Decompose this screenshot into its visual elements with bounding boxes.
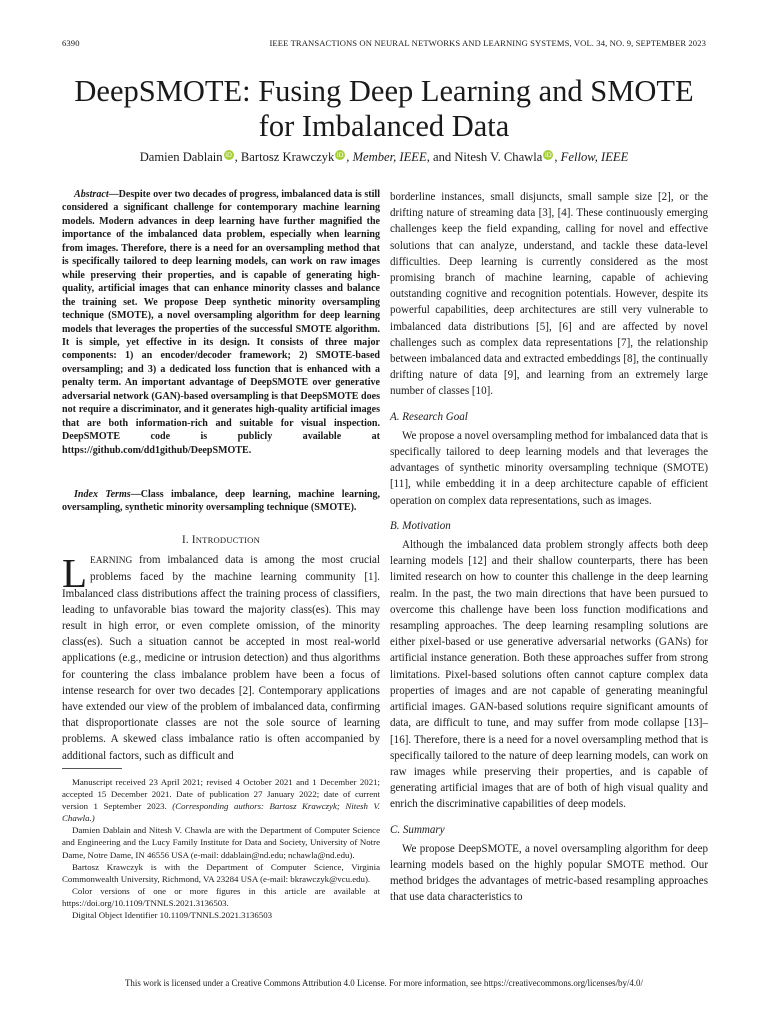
abstract-text: Despite over two decades of progress, imbalanced data is still considered a significant challenge for contemporary machine learning models. Modern advances in deep learning have further magnified the importance of the imbalanced data problem, especially when learning from images. Therefore, there is a need for an oversampling method that is specifically tailored to deep learning models, can work on raw images while preserving their properties, and is capable of generating high-quality, artificial images that can enhance minority classes and balance the training set. We propose Deep synthetic minority oversampling technique (SMOTE), a novel oversampling algorithm for deep learning models that leverages the properties of the successful SMOTE algorithm. It is simple, yet effective in its design. It consists of three major components: 1) an encoder/decoder framework; 2) SMOTE-based oversampling; and 3) a dedicated loss function that is enhanced with a penalty term. An important advantage of DeepSMOTE over generative adversarial network (GAN)-based oversampling is that DeepSMOTE does not require a discriminator, and it generates high-quality artificial images that are both information-rich and suitable for visual inspection. DeepSMOTE code is publicly available at https://github.com/dd1github/DeepSMOTE. xyxy=(62,189,380,456)
heading-summary: C. Summary xyxy=(390,823,445,836)
intro-paragraph xyxy=(62,552,380,764)
footnote-affiliation-1: Damien Dablain and Nitesh V. Chawla are with the Department of Computer Science and Engineering and the Lucy Family Institute for Data and Society, University of Notre Dame, Notre Dame, IN 46556 USA (e-mail: ddablain@nd.edu; nchawla@nd.edu). xyxy=(62,825,380,860)
intro-continuation: borderline instances, small disjuncts, small sample size [2], or the drifting nature of streaming data [3], [4]. These continuously emerging challenges keep the field expanding, calling for novel and effective solutions that can analyze, understand, and tackle these data-level difficulties. Deep learning is currently considered as the most promising branch of machine learning, capable of achieving outstanding cognitive and recognition potentials. However, despite its powerful capabilities, deep architectures are still very vulnerable to imbalanced data distributions [5], [6] and are affected by novel challenges such as complex data representations [7], the relationship between imbalanced data and extracted embeddings [8], the continually drifting nature of data [9], and learning from an extremely large number of classes [10]. xyxy=(390,191,708,398)
first-word: EARNING xyxy=(90,556,133,567)
abstract-label: Abstract xyxy=(74,189,109,200)
heading-motivation: B. Motivation xyxy=(390,519,451,532)
title-line-2: for Imbalanced Data xyxy=(258,109,510,143)
author-3: , and Nitesh V. Chawla xyxy=(426,150,543,164)
title-line-1: DeepSMOTE: Fusing Deep Learning and SMOTE xyxy=(74,74,694,108)
right-column-body xyxy=(390,189,708,906)
orcid-icon[interactable]: iD xyxy=(544,151,552,159)
index-terms-dash: — xyxy=(130,489,141,500)
running-header xyxy=(62,38,706,50)
author-2-role: Member, IEEE xyxy=(352,150,427,164)
abstract-dash: — xyxy=(108,189,119,200)
author-list: Damien Dablain iD , Bartosz Krawczyk iD , Member, IEEE, and Nitesh V. Chawla iD , Fellow, IEEE xyxy=(139,150,629,164)
author-2: , Bartosz Krawczyk xyxy=(234,150,335,164)
index-terms-label: Index Terms xyxy=(74,489,131,500)
orcid-icon[interactable]: iD xyxy=(336,151,344,159)
footnote-manuscript: Manuscript received 23 April 2021; revised 4 October 2021 and 1 December 2021; accepted 15 December 2021. Date of publication 27 January 2022; date of current version 1 September 2023. (Corresponding authors: Bartosz Krawczyk; Nitesh V. Chawla.) xyxy=(62,777,380,824)
author-1: Damien Dablain xyxy=(139,150,223,164)
footnote-color-versions: Color versions of one or more figures in this article are available at https://doi.org/10.1109/TNNLS.2021.3136503. xyxy=(62,885,380,908)
abstract xyxy=(62,188,380,457)
footnote-rule xyxy=(62,768,122,769)
orcid-icon[interactable]: iD xyxy=(225,151,232,159)
research-goal-text: We propose a novel oversampling method for imbalanced data that is specifically tailored to deep learning models and that leverages the advantages of synthetic minority oversampling technique (SMOTE) [11], while embedding it in a deep architecture capable of efficient operation on complex data representations, such as images. xyxy=(390,429,708,507)
footnote-affiliation-2: Bartosz Krawczyk is with the Department of Computer Science, Virginia Commonwealth University, Richmond, VA 23284 USA (e-mail: bkrawczyk@vcu.edu). xyxy=(62,861,380,884)
section-heading-introduction: I. INTRODUCTION xyxy=(182,534,260,546)
journal-name: IEEE TRANSACTIONS ON NEURAL NETWORKS AND LEARNING SYSTEMS, VOL. 34, NO. 9, SEPTEMBER 2023 xyxy=(269,38,706,48)
drop-cap: L xyxy=(62,550,88,597)
intro-text: from imbalanced data is among the most crucial problems faced by the machine learning community [1]. Imbalanced class distributions affect the training process of classifiers, leading to unfavorable bias toward the majority class(es). This may result in high error, or even complete omission, of the minority class(es). Such a situation cannot be accepted in most real-world applications (e.g., medicine or intrusion detection) and thus algorithms for countering the class imbalance problem have been a focus of intense research for over two decades [2]. Contemporary applications have extended our view of the problem of imbalanced data, confirming that disproportionate classes are not the sole source of learning problems. A skewed class imbalance ratio is often accompanied by additional factors, such as difficult and xyxy=(62,554,380,762)
heading-research-goal: A. Research Goal xyxy=(390,410,468,423)
page-number: 6390 xyxy=(62,38,80,48)
author-3-role: Fellow, IEEE xyxy=(560,150,629,164)
left-column-body xyxy=(62,532,380,764)
summary-text: We propose DeepSMOTE, a novel oversampling algorithm for deep learning models based on the highly popular SMOTE method. Our method bridges the advantages of metric-based resampling approaches that use data characteristics to xyxy=(390,842,708,904)
paper-title xyxy=(40,74,728,144)
footnotes xyxy=(62,776,380,921)
motivation-text: Although the imbalanced data problem strongly affects both deep learning models [12] and their shallow counterparts, there has been limited research on how to counter this challenge in the deep learning realm. In the past, the two main directions that have been pursued to overcome this challenge have been loss function modifications and resampling approaches. The deep learning resampling solutions are either pixel-based or use generative adversarial networks (GANs) for artificial instance generation. Both these approaches suffer from strong limitations. Pixel-based solutions often cannot capture complex data properties of images and are not capable of generating meaningful artificial images. GAN-based solutions require significant amounts of data, are difficult to tune, and may suffer from mode collapse [13]–[16]. Therefore, there is a need for a novel oversampling method that is specifically tailored to the nature of deep learning models, can work on raw images while preserving their properties, and is capable of generating artificial images that are of both of high visual quality and enrich the discriminative capabilities of deep models. xyxy=(390,539,708,811)
license-notice: This work is licensed under a Creative Commons Attribution 4.0 License. For more information, see https://creativecommons.org/licenses/by/4.0/ xyxy=(125,978,643,988)
index-terms xyxy=(62,488,380,515)
index-terms-text: Class imbalance, deep learning, machine learning, oversampling, synthetic minority oversampling technique (SMOTE). xyxy=(62,489,380,514)
footnote-doi: Digital Object Identifier 10.1109/TNNLS.2021.3136503 xyxy=(72,910,273,921)
